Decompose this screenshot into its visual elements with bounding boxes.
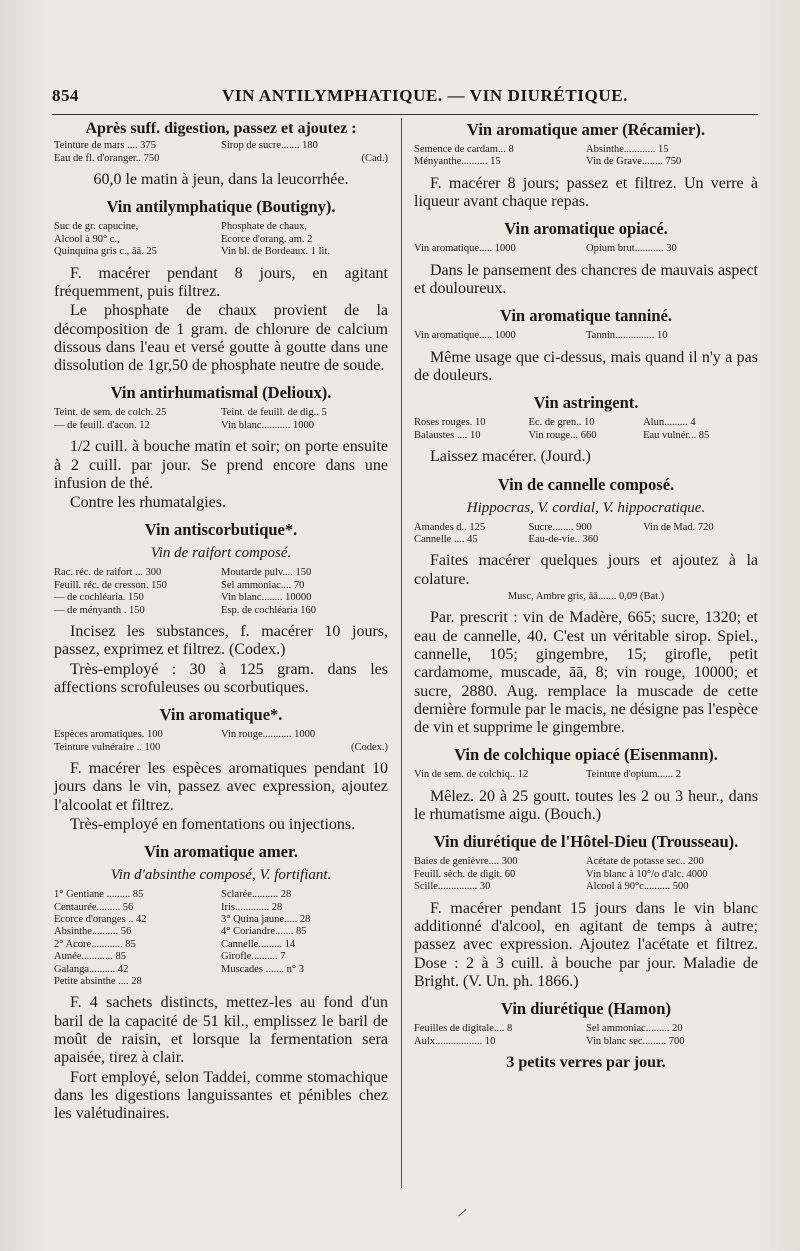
ingredient: Teinture vulnéraire .. 100	[54, 741, 161, 753]
recipe-subtitle: Vin d'absinthe composé, V. fortifiant.	[110, 867, 332, 884]
ingredient-list	[54, 221, 388, 258]
ingredient-list	[414, 330, 758, 342]
ingredient: 4° Coriandre....... 85	[221, 926, 307, 938]
ingredient: Vin blanc........... 1000	[221, 419, 314, 431]
ingredient: Eau-de-vie.. 360	[528, 533, 599, 545]
recipe-title: Vin aromatique*.	[159, 705, 283, 725]
source-ref: (Codex.)	[350, 741, 388, 753]
ingredient: 2° Acore............ 85	[54, 938, 136, 950]
ingredient: Balaustes .... 10	[414, 429, 481, 441]
ingredient: — de feuill. d'acon. 12	[54, 419, 150, 431]
ingredient: Vin rouge........... 1000	[221, 729, 316, 741]
ingredient: Sel ammoniac.... 70	[221, 579, 305, 591]
ingredient: Centaurée......... 56	[54, 901, 134, 913]
ingredient: Roses rouges. 10	[414, 417, 486, 429]
ingredient: Vin de Mad. 720	[643, 521, 714, 533]
ingredient: Teint. de sem. de colch. 25	[54, 407, 167, 419]
recipe-subtitle: Vin de raifort composé.	[150, 545, 292, 562]
ingredient: Ecorce d'orang. am. 2	[221, 233, 313, 245]
header-rule	[52, 114, 758, 115]
ingredient-list	[54, 889, 388, 988]
column-divider	[401, 118, 402, 1188]
right-column	[414, 120, 758, 1073]
ingredient: Eau de fl. d'oranger.. 750	[54, 152, 160, 164]
ingredient-list	[54, 407, 388, 432]
paragraph: 1/2 cuill. à bouche matin et soir; on porte ensuite à 2 cuill. par jour. Se prend encore dans une infusion de thé.	[54, 438, 388, 492]
paragraph: F. macérer pendant 8 jours, en agitant fréquemment, puis filtrez.	[54, 264, 388, 300]
ingredient: Scille............... 30	[414, 881, 491, 893]
ingredient: Semence de cardam... 8	[414, 144, 514, 155]
left-column	[54, 120, 388, 1125]
ingredient: Vin de Grave........ 750	[586, 156, 682, 168]
ingredient: Feuill. sèch. de digit. 60	[414, 868, 516, 880]
recipe-title: Vin antiscorbutique*.	[144, 520, 298, 540]
ingredient: Galanga.......... 42	[54, 963, 129, 975]
ingredient: Sel ammoniac......... 20	[586, 1023, 683, 1035]
ingredient: Ményanthe.......... 15	[414, 156, 501, 168]
paragraph: Contre les rhumatalgies.	[70, 494, 226, 512]
ingredient: Quinquina gris c., āā. 25	[54, 246, 157, 258]
ingredient: Vin aromatique..... 1000	[414, 243, 516, 255]
ingredient: Sucre........ 900	[528, 521, 592, 533]
paragraph: F. macérer pendant 15 jours dans le vin blanc additionné d'alcool, en agitant de temps à autre; passez avec expression. Ajoutez l'acétate et filtrez. Dose : 2 à 3 cuill. à bouche par jour. Maladie de Bright. (V. Un. ph. 1866.)	[414, 899, 758, 990]
intro-ingredients	[54, 140, 388, 165]
paragraph: Laissez macérer. (Jourd.)	[430, 448, 591, 466]
ingredient-list	[414, 144, 758, 169]
recipe-subtitle: Hippocras, V. cordial, V. hippocratique.	[466, 499, 706, 516]
ingredient: Muscades ....... n° 3	[221, 963, 304, 975]
ingredient: Feuilles de digitale.... 8	[414, 1023, 513, 1035]
paragraph: F. macérer 8 jours; passez et filtrez. Un verre à liqueur avant chaque repas.	[414, 174, 758, 211]
ingredient: Tannin............... 10	[586, 330, 668, 342]
ingredient: Vin de sem. de colchiq.. 12	[414, 769, 529, 781]
recipe-title: Vin aromatique amer.	[144, 842, 298, 862]
paragraph: Dans le pansement des chancres de mauvais aspect et douloureux.	[414, 261, 758, 298]
ingredient: Alun......... 4	[643, 417, 696, 429]
recipe-title: Vin aromatique tanniné.	[500, 306, 672, 326]
ingredient: Sclarée.......... 28	[221, 889, 292, 901]
ingredient: Eau vulnér... 85	[643, 429, 710, 441]
paragraph: Faites macérer quelques jours et ajoutez à la colature.	[414, 552, 758, 588]
paragraph: Incisez les substances, f. macérer 10 jours, passez, exprimez et filtrez. (Codex.)	[54, 623, 388, 659]
paragraph: Même usage que ci-dessus, mais quand il n'y a pas de douleurs.	[414, 348, 758, 385]
ingredient	[643, 534, 758, 546]
ingredient: 1° Gentiane ......... 85	[54, 889, 144, 901]
paragraph: Par. prescrit : vin de Madère, 665; sucre, 1320; et eau de cannelle, 40. C'est un véritable sirop. Spiel., cannelle, 105; gingembre, 15; girofle, petit cardamome, muscade, āā, 8; vin rouge, 10000; et sucre, 2880. Aug. remplace la muscade de cette dernière formule par le macis, ne désigne pas l'espèce de vin et supprime le gingembre.	[414, 609, 758, 737]
paragraph: 3 petits verres par jour.	[506, 1053, 666, 1071]
ingredient: Acétate de potasse sec.. 200	[586, 856, 704, 868]
ingredient: Ec. de gren.. 10	[528, 417, 595, 429]
recipe-title: Vin aromatique opiacé.	[504, 219, 668, 239]
ingredient: Alcool à 90°c.......... 500	[586, 881, 689, 893]
ingredient: Vin bl. de Bordeaux. 1 lit.	[221, 246, 331, 258]
ingredient: Espèces aromatiques. 100	[54, 729, 163, 741]
ingredient-list	[414, 522, 758, 547]
ingredient: Vin blanc sec......... 700	[586, 1035, 685, 1047]
ingredient: Aunée............ 85	[54, 951, 127, 963]
ingredient: Teinture d'opium...... 2	[586, 769, 682, 781]
recipe-title: Vin diurétique de l'Hôtel-Dieu (Trousseau).	[433, 832, 739, 852]
ingredient-list	[414, 243, 758, 255]
ingredient: Rac. réc. de raifort ... 300	[54, 567, 162, 579]
recipe-title: Vin aromatique amer (Récamier).	[467, 120, 705, 139]
ingredient: Absinthe.......... 56	[54, 926, 132, 938]
intro-text: 60,0 le matin à jeun, dans la leucorrhée.	[93, 171, 349, 189]
recipe-title: Vin diurétique (Hamon)	[501, 999, 671, 1019]
ingredient: — de ményanth . 150	[54, 604, 145, 616]
ingredient: Petite absinthe .... 28	[54, 976, 142, 988]
recipe-title: Vin astringent.	[533, 393, 639, 413]
ingredient: 3° Quina jaune..... 28	[221, 914, 311, 926]
ingredient: Phosphate de chaux,	[221, 221, 308, 233]
ingredient: Cannelle......... 14	[221, 938, 296, 950]
ink-mark	[458, 1209, 468, 1218]
recipe-title: Vin antirhumatismal (Delioux).	[110, 383, 332, 403]
ingredient-list	[414, 856, 758, 893]
ingredient: Baies de genièvre.... 300	[414, 856, 518, 868]
ingredient: Vin blanc à 10°/o d'alc. 4000	[586, 868, 708, 880]
ingredient-line: Musc, Ambre gris, āā....... 0,09 (Bat.)	[507, 590, 665, 602]
intro-line: Après suff. digestion, passez et ajoutez :	[85, 120, 357, 137]
ingredient: Opium brut........... 30	[586, 243, 677, 255]
ingredient: Iris............. 28	[221, 901, 283, 913]
ingredient: Suc de gr. capucine,	[54, 221, 139, 233]
ingredient: Amandes d.. 125	[414, 521, 486, 533]
ingredient: — de cochléaria. 150	[54, 592, 144, 604]
ingredient: Teint. de feuill. de dig.. 5	[221, 407, 327, 419]
ingredient-row	[54, 153, 388, 165]
ingredient: Feuill. réc. de cresson. 150	[54, 579, 167, 591]
ingredient: Vin aromatique..... 1000	[414, 330, 516, 342]
paragraph: Mêlez. 20 à 25 goutt. toutes les 2 ou 3 heur., dans le rhumatisme aigu. (Bouch.)	[414, 787, 758, 824]
paragraph: Le phosphate de chaux provient de la décomposition de 1 gram. de chlorure de calcium dissous dans l'eau et versé goutte à goutte dans une dissolution de 1gr,50 de phosphate neutre de soude.	[54, 302, 388, 375]
paragraph: Fort employé, selon Taddei, comme stomachique dans les digestions languissantes et pénibles chez les valétudinaires.	[54, 1068, 388, 1123]
ingredient-list	[414, 769, 758, 781]
running-title: VIN ANTILYMPHATIQUE. — VIN DIURÉTIQUE.	[222, 86, 628, 105]
ingredient: Alcool à 90° c.,	[54, 233, 120, 245]
ingredient: Aulx.................. 10	[414, 1035, 496, 1047]
source-ref: (Cad.)	[361, 152, 388, 164]
paragraph: F. macérer les espèces aromatiques pendant 10 jours dans le vin, passez avec expression, ajoutez l'alcoolat et filtrez.	[54, 760, 388, 814]
ingredient: Teinture de mars .... 375	[54, 140, 156, 152]
ingredient: Girofle.......... 7	[221, 951, 286, 963]
ingredient-list	[414, 417, 758, 442]
ingredient	[221, 976, 388, 988]
ingredient-list	[414, 1023, 758, 1048]
paragraph: F. 4 sachets distincts, mettez-les au fond d'un baril de la capacité de 51 kil., emplissez le baril de moût de raisin, et lorsque la fermentation sera apaisée, tirez à clair.	[54, 994, 388, 1067]
recipe-title: Vin de cannelle composé.	[497, 474, 675, 494]
ingredient: Esp. de cochléaria 160	[221, 604, 317, 616]
running-head	[52, 86, 760, 110]
ingredient-list	[54, 729, 388, 754]
ingredient-row	[54, 140, 388, 152]
ingredient: Sirop de sucre....... 180	[221, 140, 318, 152]
paragraph: Très-employé : 30 à 125 gram. dans les affections scrofuleuses ou scorbutiques.	[54, 660, 388, 696]
ingredient-list	[54, 567, 388, 617]
ingredient: Cannelle .... 45	[414, 533, 478, 545]
ingredient: Vin rouge... 660	[528, 429, 597, 441]
paragraph: Très-employé en fomentations ou injections.	[70, 815, 356, 833]
ingredient: Absinthe............ 15	[586, 144, 669, 155]
recipe-title: Vin antilymphatique (Boutigny).	[106, 197, 336, 217]
ingredient: Ecorce d'oranges .. 42	[54, 914, 147, 926]
ingredient: Vin blanc........ 10000	[221, 592, 312, 604]
page-number: 854	[52, 86, 79, 105]
ingredient: Moutarde pulv.... 150	[221, 567, 312, 579]
recipe-title: Vin de colchique opiacé (Eisenmann).	[454, 745, 718, 765]
